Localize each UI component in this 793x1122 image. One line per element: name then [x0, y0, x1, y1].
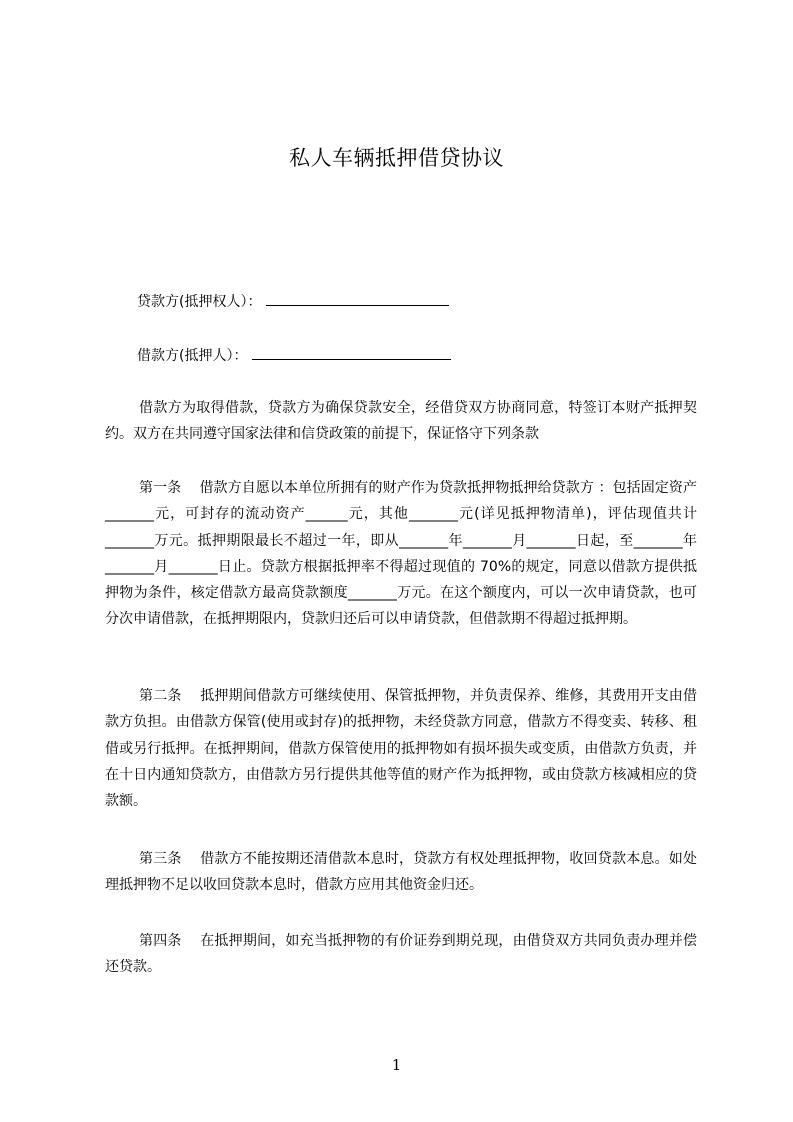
- lender-blank: [266, 292, 449, 306]
- article-2-heading: 第二条: [139, 688, 182, 704]
- borrower-blank: [252, 346, 451, 360]
- article-4-heading: 第四条: [139, 933, 182, 949]
- article-1: [105, 475, 697, 633]
- lender-label: 贷款方(抵押权人）：: [137, 294, 262, 310]
- article-1-text: 借款方自愿以本单位所拥有的财产作为贷款抵押物抵押给贷款方 ：包括固定资产_______元，可封存的流动资产______元，其他_______元(详见抵押物清单)，评估现值共计_______万元。抵押期限最长不超过一年，即从_______年_______月_______日起，至_______年_______月_______日止。贷款方根据抵押率不得超过现值的 70%的规定，同意以借款方提供抵押物为条件，核定借款方最高贷款额度_______万元。在这个额度内，可以一次申请贷款，也可分次申请借款，在抵押期限内，贷款归还后可以申请贷款，但借款期不得超过抵押期。: [105, 480, 698, 628]
- article-2-text: 抵押期间借款方可继续使用、保管抵押物，并负责保养、维修，其费用开支由借款方负担。由借款方保管(使用或封存)的抵押物，未经贷款方同意，借款方不得变卖、转移、租借或另行抵押。在抵押期间，借款方保管使用的抵押物如有损坏损失或变质，由借款方负责，并在十日内通知贷款方，由借款方另行提供其他等值的财产作为抵押物，或由贷款方核减相应的贷款额。: [105, 688, 698, 810]
- article-4-text: 在抵押期间，如充当抵押物的有价证券到期兑现，由借贷双方共同负责办理并偿还贷款。: [105, 933, 698, 976]
- borrower-label: 借款方(抵押人）：: [137, 348, 248, 364]
- page-number: 1: [391, 1056, 402, 1074]
- article-3-text: 借款方不能按期还清借款本息时，贷款方有权处理抵押物，收回贷款本息。如处理抵押物不足以收回贷款本息时，借款方应用其他资金归还。: [105, 851, 698, 894]
- document-title: 私人车辆抵押借贷协议: [289, 146, 504, 170]
- borrower-line: [137, 345, 451, 365]
- intro-paragraph: 借款方为取得借款，贷款方为确保贷款安全，经借贷双方协商同意，特签订本财产抵押契约。双方在共同遵守国家法律和信贷政策的前提下，保证恪守下列条款: [105, 400, 697, 443]
- article-3-heading: 第三条: [139, 851, 182, 867]
- article-1-heading: 第一条: [139, 480, 182, 496]
- article-2: [105, 683, 697, 814]
- lender-line: [137, 291, 449, 311]
- article-3: [105, 846, 697, 899]
- article-4: [105, 928, 697, 981]
